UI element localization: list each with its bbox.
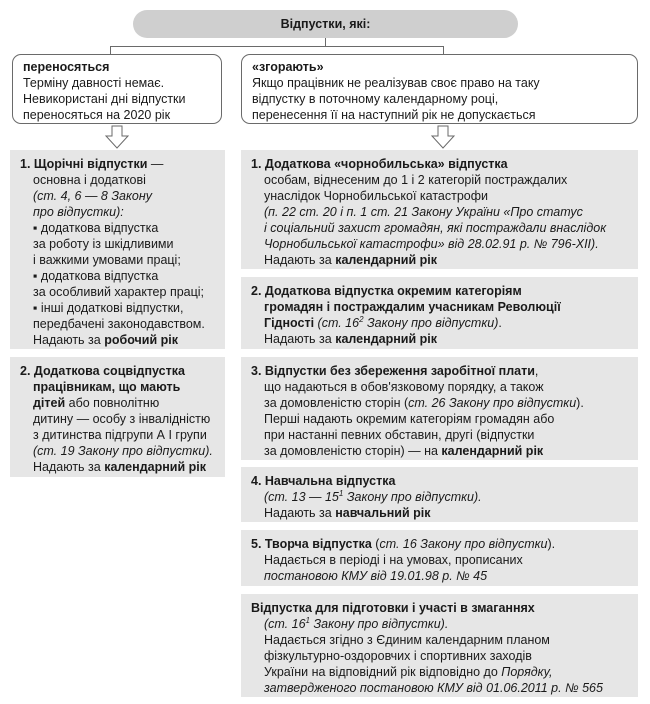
card-title: 4. Навчальна відпустка (251, 474, 396, 488)
card-period: календарний рік (104, 460, 206, 474)
down-arrow-icon (430, 125, 456, 149)
card-text: додаткова відпустка (40, 221, 159, 235)
sports-leave-card (241, 594, 638, 697)
diagram-header: Відпустки, які: (133, 10, 518, 38)
carryover-box (12, 54, 222, 124)
card-text: Надається згідно з Єдиним календарним планом (264, 633, 550, 647)
card-reference: Закону про відпустки) (363, 316, 499, 330)
card-text: України на відповідний рік відповідно до (264, 665, 502, 679)
card-title: 3. Відпустки без збереження заробітної плати (251, 364, 535, 378)
study-leave-card (241, 467, 638, 522)
card-reference: Порядку, (501, 665, 553, 679)
card-text: ( (371, 537, 380, 551)
creative-leave-card (241, 530, 638, 586)
card-period: навчальний рік (335, 506, 431, 520)
card-text: Надається в періоді і на умовах, прописаних (264, 553, 523, 567)
revolution-leave-card (241, 277, 638, 349)
carryover-line: Терміну давності немає. (23, 76, 165, 90)
card-title: 1. Додаткова «чорнобильська» відпустка (251, 157, 508, 171)
carryover-title: переносяться (23, 60, 110, 74)
social-leave-card (10, 357, 225, 477)
card-reference: (ст. 16 (264, 617, 306, 631)
carryover-line: Невикористані дні відпустки (23, 92, 186, 106)
expiring-box (241, 54, 638, 124)
chernobyl-leave-card (241, 150, 638, 269)
card-text: , (534, 364, 539, 378)
bullet-icon: ▪ (33, 301, 38, 315)
card-text: основна і додаткові (33, 173, 146, 187)
card-title: 2. Додаткова соцвідпустка (20, 364, 185, 378)
card-text: фізкультурно-оздоровчих і спортивних заходів (264, 649, 532, 663)
carryover-line: переносяться на 2020 рік (23, 108, 171, 122)
card-text: і важкими умовами праці; (33, 253, 181, 267)
connector-right-drop (443, 46, 444, 54)
card-title: 5. Творча відпустка (251, 537, 372, 551)
card-period: календарний рік (441, 444, 544, 458)
card-reference: (ст. 4, 6 — 8 Закону (33, 189, 152, 203)
card-title: Відпустка для підготовки і участі в змаганнях (251, 601, 535, 615)
card-reference: (ст. 16 (314, 316, 360, 330)
card-text: Надають за (33, 333, 105, 347)
annual-leave-card (10, 150, 225, 349)
card-reference: і соціальний захист громадян, які постраждали внаслідок (264, 221, 607, 235)
connector-horizontal (110, 46, 443, 47)
card-text: Надають за (264, 253, 336, 267)
expiring-line: перенесення її на наступний рік не допускається (252, 108, 536, 122)
card-reference: Закону про відпустки). (343, 490, 482, 504)
card-text: дитину — особу з інвалідністю (33, 412, 211, 426)
expiring-title: «згорають» (252, 60, 324, 74)
card-reference: Чорнобильської катастрофи» від 28.02.91 р. № 796-XII). (264, 237, 599, 251)
card-text: ). (576, 396, 584, 410)
card-text: за домовленістю сторін) — на (264, 444, 442, 458)
card-reference: (ст. 13 — 15 (264, 490, 339, 504)
card-reference: затвердженого постановою КМУ від 01.06.2011 р. № 565 (264, 681, 603, 695)
card-title: 2. Додаткова відпустка окремим категоріям (251, 284, 522, 298)
connector-left-drop (110, 46, 111, 54)
bullet-icon: ▪ (33, 269, 38, 283)
card-text: за роботу із шкідливими (33, 237, 174, 251)
card-text: інші додаткові відпустки, (40, 301, 184, 315)
down-arrow-icon (104, 125, 130, 149)
card-text: додаткова відпустка (40, 269, 159, 283)
card-text: . (498, 316, 502, 330)
card-reference: Закону про відпустки). (310, 617, 449, 631)
card-text: при настанні певних обставин, другі (відпустки (264, 428, 535, 442)
card-text: ). (547, 537, 556, 551)
card-reference-sup: 2 (359, 314, 364, 324)
card-text: за особливий характер праці; (33, 285, 205, 299)
card-title: 1. Щорічні відпустки (20, 157, 148, 171)
card-text: унаслідок Чорнобильської катастрофи (264, 189, 489, 203)
card-text: Перші надають окремим категоріям громадян або (264, 412, 555, 426)
card-reference: про відпустки): (33, 205, 124, 219)
card-text: передбачені законодавством. (33, 317, 205, 331)
card-reference: постановою КМУ від 19.01.98 р. № 45 (264, 569, 488, 583)
card-text: за домовленістю сторін ( (264, 396, 409, 410)
card-title: працівникам, що мають (33, 380, 181, 394)
card-reference-sup: 1 (338, 488, 344, 498)
card-text: — (147, 157, 164, 171)
card-text: Надають за (264, 506, 336, 520)
connector-vertical (325, 38, 326, 46)
unpaid-leave-card (241, 357, 638, 460)
card-text: з дитинства підгрупи А І групи (33, 428, 207, 442)
expiring-line: Якщо працівник не реалізував своє право на таку (252, 76, 540, 90)
card-reference: ст. 16 Закону про відпустки (379, 537, 548, 551)
card-title: громадян і постраждалим учасникам Революції (264, 300, 561, 314)
card-reference: (п. 22 ст. 20 і п. 1 ст. 21 Закону України «Про статус (264, 205, 583, 219)
card-period: календарний рік (335, 253, 437, 267)
card-reference: (ст. 19 Закону про відпустки). (33, 444, 213, 458)
bullet-icon: ▪ (33, 221, 38, 235)
card-text: що надаються в обов'язковому порядку, а також (264, 380, 544, 394)
card-text: особам, віднесеним до 1 і 2 категорій постраждалих (264, 173, 568, 187)
card-period: календарний рік (335, 332, 437, 346)
card-text: Надають за (264, 332, 336, 346)
card-title: дітей (33, 396, 66, 410)
card-period: робочий рік (104, 333, 178, 347)
card-text: Надають за (33, 460, 105, 474)
card-text: або повнолітню (65, 396, 160, 410)
card-reference: ст. 26 Закону про відпустки (408, 396, 577, 410)
expiring-line: відпустку в поточному календарному році, (252, 92, 499, 106)
card-reference-sup: 1 (305, 615, 310, 625)
card-title: Гідності (264, 316, 315, 330)
